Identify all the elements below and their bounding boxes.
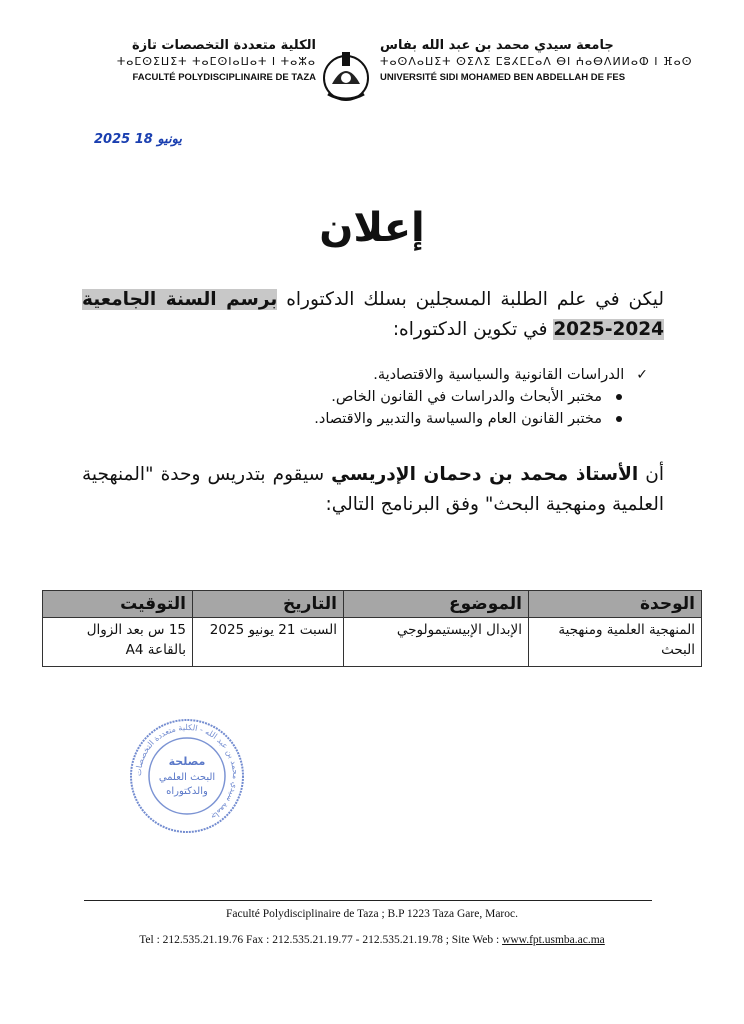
professor-name: الأستاذ محمد بن دحمان الإدريسي (331, 464, 639, 485)
footer-divider (84, 900, 652, 901)
faculty-header (86, 38, 316, 86)
schedule-table (42, 590, 702, 667)
university-name-tifinagh: ⵜⴰⵙⴷⴰⵡⵉⵜ ⵙⵉⴷⵉ ⵎⵓⵃⵎⵎⴰⴷ ⴱⵏ ⵄⴰⴱⴷⵍⵍⴰⵀ ⵏ ⴼⴰⵙ (380, 55, 693, 68)
footer-contact-text: Tel : 212.535.21.19.76 Fax : 212.535.21.19.77 - 212.535.21.19.78 ; Site Web : (139, 934, 503, 946)
announcement-paragraph (82, 460, 664, 520)
footer-contact (0, 934, 744, 946)
intro-text-end: في تكوين الدكتوراه: (392, 319, 554, 340)
column-header: الوحدة (529, 591, 702, 618)
list-item-text: مختبر الأبحاث والدراسات في القانون الخاص. (331, 389, 602, 405)
checkmark-icon: ✓ (636, 367, 648, 383)
announcement-text-end: سيقوم بتدريس وحدة "المنهجية العلمية ومنهجية البحث" وفق البرنامج التالي: (82, 464, 664, 515)
university-name-fr: UNIVERSITÉ SIDI MOHAMED BEN ABDELLAH DE FES (380, 72, 626, 83)
column-header: الموضوع (344, 591, 529, 618)
list-heading (150, 364, 648, 386)
list-heading-text: الدراسات القانونية والسياسية والاقتصادية. (373, 367, 625, 383)
stamp-center-line: البحث العلمي (158, 772, 216, 783)
page-title: إعلان (319, 205, 425, 251)
stamp-center-line: والدكتوراه (166, 786, 208, 797)
faculty-name-fr: FACULTÉ POLYDISCIPLINAIRE DE TAZA (132, 72, 316, 83)
faculty-name-ar: الكلية متعددة التخصصات تازة (131, 38, 316, 53)
column-header: التاريخ (193, 591, 344, 618)
table-cell: المنهجية العلمية ومنهجية البحث (529, 618, 702, 667)
column-header: التوقيت (43, 591, 193, 618)
stamp-center-line: مصلحة (168, 755, 206, 768)
table-cell: 15 س بعد الزوال بالقاعة A4 (43, 618, 193, 667)
footer-address: Faculté Polydisciplinaire de Taza ; B.P 1223 Taza Gare, Maroc. (226, 908, 518, 920)
table-header-row (43, 591, 702, 618)
intro-paragraph (82, 285, 664, 345)
website-link[interactable]: www.fpt.usmba.ac.ma (502, 934, 605, 946)
official-stamp (128, 717, 246, 835)
stamp-ring-text: جامعة سيدي محمد بن عبد الله - الكلية متعددة التخصصات (133, 722, 241, 822)
bullet-icon (616, 394, 622, 400)
date-stamp: 2025 يونيو 18 (94, 132, 182, 147)
list-item-text: مختبر القانون العام والسياسة والتدبير والاقتصاد. (314, 411, 602, 427)
intro-text: ليكن في علم الطلبة المسجلين بسلك الدكتوراه (277, 289, 664, 310)
university-name-ar: جامعة سيدي محمد بن عبد الله بفاس (380, 38, 614, 53)
table-cell: السبت 21 يونيو 2025 (193, 618, 344, 667)
list-item (150, 386, 648, 408)
university-header (380, 38, 693, 86)
lab-list (150, 364, 648, 430)
university-emblem-icon (318, 48, 374, 104)
announcement-text: أن (638, 464, 664, 485)
table-row (43, 618, 702, 667)
faculty-name-tifinagh: ⵜⴰⵎⵙⵉⵡⵉⵜ ⵜⴰⵎⵙⵏⴰⵡⴰⵜ ⵏ ⵜⴰⵣⴰ (116, 55, 316, 68)
intro-highlight: برسم السنة الجامعية 2024-2025 (82, 289, 664, 340)
bullet-icon (616, 416, 622, 422)
list-item (150, 408, 648, 430)
table-cell: الإبدال الإبيستيمولوجي (344, 618, 529, 667)
